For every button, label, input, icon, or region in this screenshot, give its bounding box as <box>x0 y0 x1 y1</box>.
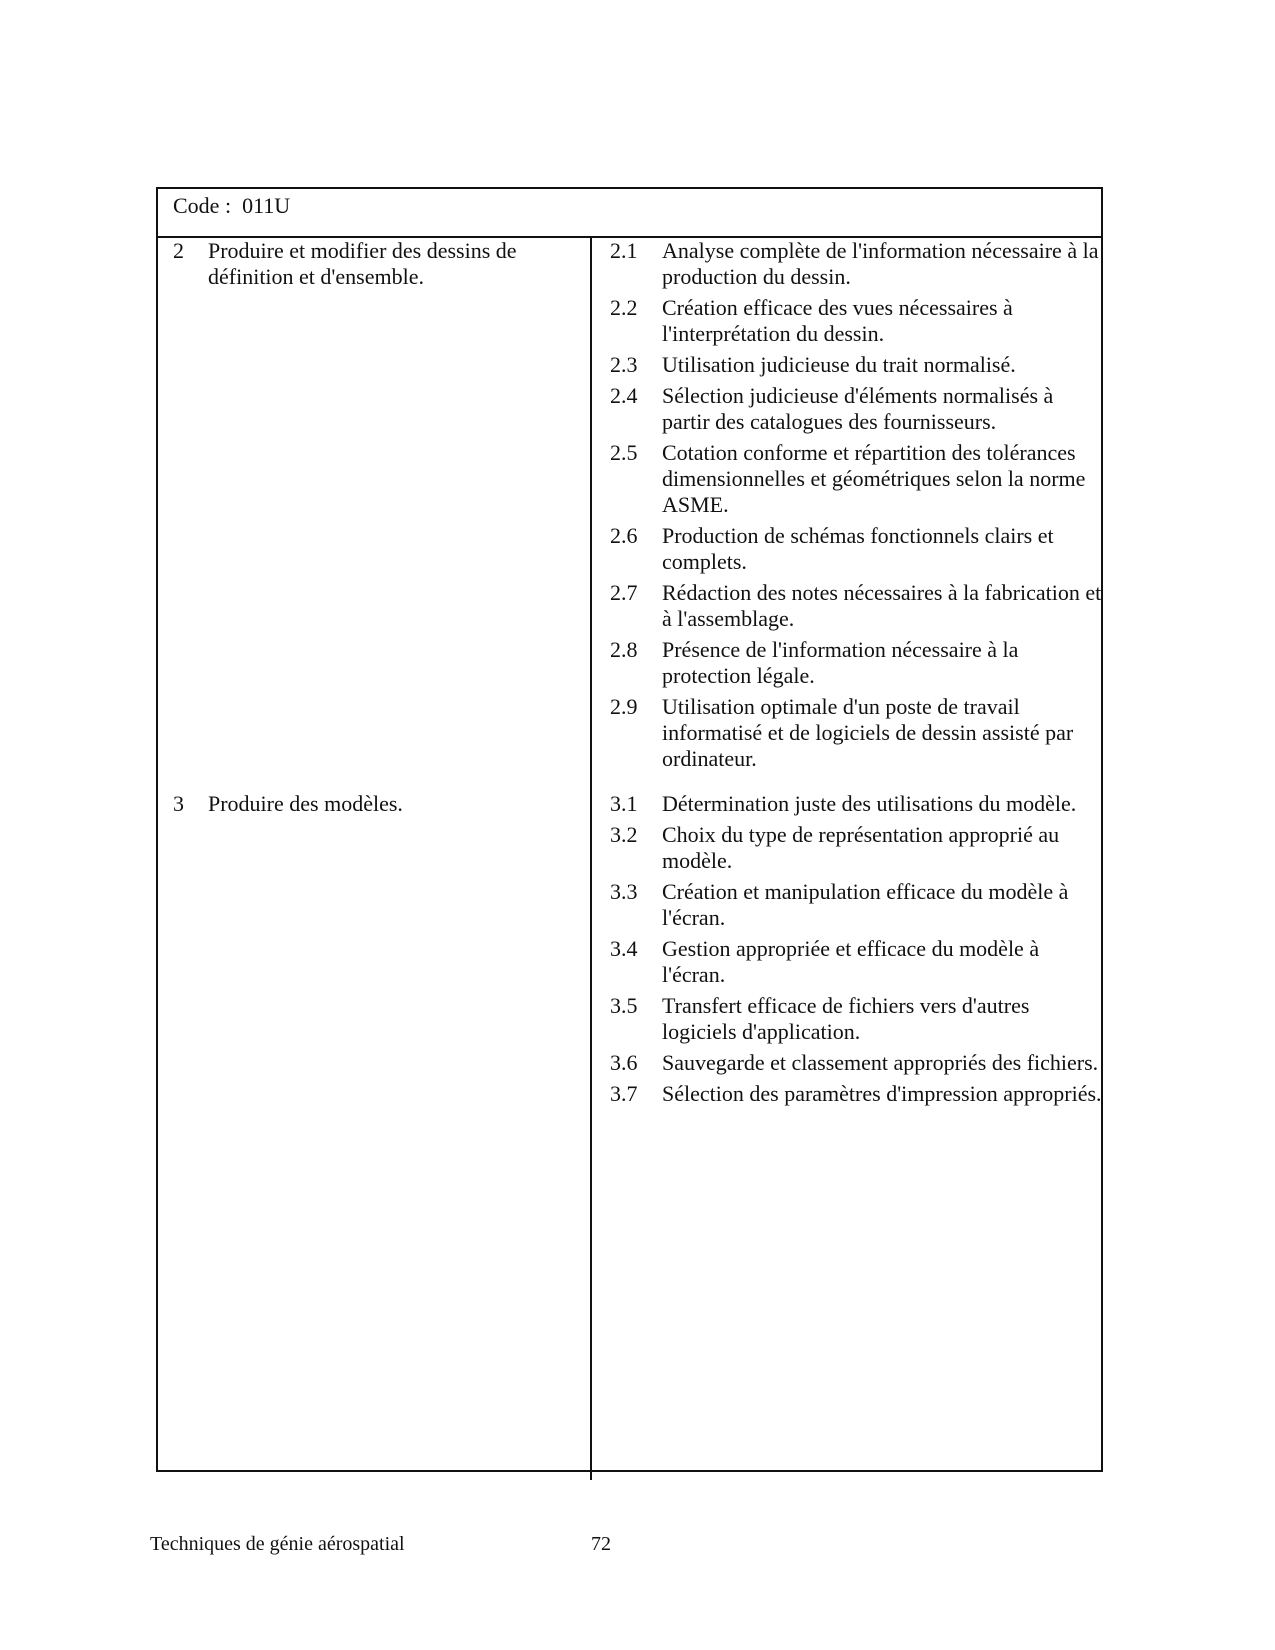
criterion-text: Sélection des paramètres d'impression appropriés. <box>662 1081 1102 1106</box>
code-label: Code : <box>173 193 232 218</box>
competency-statement: Produire des modèles. <box>208 791 403 816</box>
criteria-list-3 <box>610 791 1102 1112</box>
criterion-number: 2.5 <box>610 440 638 465</box>
criterion-text: Création et manipulation efficace du modèle à l'écran. <box>662 879 1069 930</box>
criterion-number: 2.8 <box>610 637 638 662</box>
criterion-text: Présence de l'information nécessaire à la protection légale. <box>662 637 1019 688</box>
criterion-number: 2.1 <box>610 238 638 263</box>
footer-program-title: Techniques de génie aérospatial <box>150 1533 405 1555</box>
code-value: 011U <box>242 193 291 218</box>
criterion-number: 3.5 <box>610 993 638 1018</box>
criterion-text: Production de schémas fonctionnels clairs et complets. <box>662 523 1054 574</box>
criterion-number: 2.4 <box>610 383 638 408</box>
criterion-item <box>610 523 1102 575</box>
table-header-row <box>158 189 1101 238</box>
criterion-item <box>610 295 1102 347</box>
column-divider <box>590 238 592 1480</box>
criterion-item <box>610 637 1102 689</box>
criterion-text: Utilisation optimale d'un poste de travail informatisé et de logiciels de dessin assisté par ordinateur. <box>662 694 1074 771</box>
criterion-text: Transfert efficace de fichiers vers d'autres logiciels d'application. <box>662 993 1030 1044</box>
criterion-item <box>610 1081 1102 1107</box>
criterion-text: Cotation conforme et répartition des tolérances dimensionnelles et géométriques selon la norme ASME. <box>662 440 1086 517</box>
footer-page-number: 72 <box>591 1533 611 1555</box>
criterion-number: 2.2 <box>610 295 638 320</box>
criterion-item <box>610 352 1102 378</box>
criterion-item <box>610 383 1102 435</box>
criterion-item <box>610 879 1102 931</box>
criterion-number: 2.7 <box>610 580 638 605</box>
competency-number: 2 <box>173 238 184 263</box>
criterion-item <box>610 936 1102 988</box>
criterion-number: 3.7 <box>610 1081 638 1106</box>
criterion-text: Analyse complète de l'information nécessaire à la production du dessin. <box>662 238 1099 289</box>
criterion-number: 3.1 <box>610 791 638 816</box>
competency-number: 3 <box>173 791 184 816</box>
criterion-number: 3.6 <box>610 1050 638 1075</box>
competency-table <box>156 187 1103 1472</box>
criterion-text: Utilisation judicieuse du trait normalisé. <box>662 352 1016 377</box>
competency-statement: Produire et modifier des dessins de définition et d'ensemble. <box>208 238 517 289</box>
criterion-item <box>610 694 1102 772</box>
code-line <box>173 193 290 219</box>
criterion-item <box>610 238 1102 290</box>
criterion-text: Rédaction des notes nécessaires à la fabrication et à l'assemblage. <box>662 580 1102 631</box>
criterion-text: Choix du type de représentation approprié au modèle. <box>662 822 1060 873</box>
criterion-number: 2.9 <box>610 694 638 719</box>
criteria-list-2 <box>610 238 1102 777</box>
criterion-number: 2.6 <box>610 523 638 548</box>
criterion-item <box>610 822 1102 874</box>
criterion-number: 3.3 <box>610 879 638 904</box>
criterion-number: 2.3 <box>610 352 638 377</box>
criterion-number: 3.2 <box>610 822 638 847</box>
criterion-text: Création efficace des vues nécessaires à l'interprétation du dessin. <box>662 295 1013 346</box>
criterion-text: Gestion appropriée et efficace du modèle à l'écran. <box>662 936 1040 987</box>
criterion-item <box>610 993 1102 1045</box>
criterion-text: Sauvegarde et classement appropriés des fichiers. <box>662 1050 1099 1075</box>
criterion-number: 3.4 <box>610 936 638 961</box>
criterion-text: Détermination juste des utilisations du modèle. <box>662 791 1077 816</box>
criterion-item <box>610 791 1102 817</box>
criterion-item <box>610 580 1102 632</box>
criterion-item <box>610 1050 1102 1076</box>
criterion-item <box>610 440 1102 518</box>
criterion-text: Sélection judicieuse d'éléments normalisés à partir des catalogues des fournisseurs. <box>662 383 1054 434</box>
